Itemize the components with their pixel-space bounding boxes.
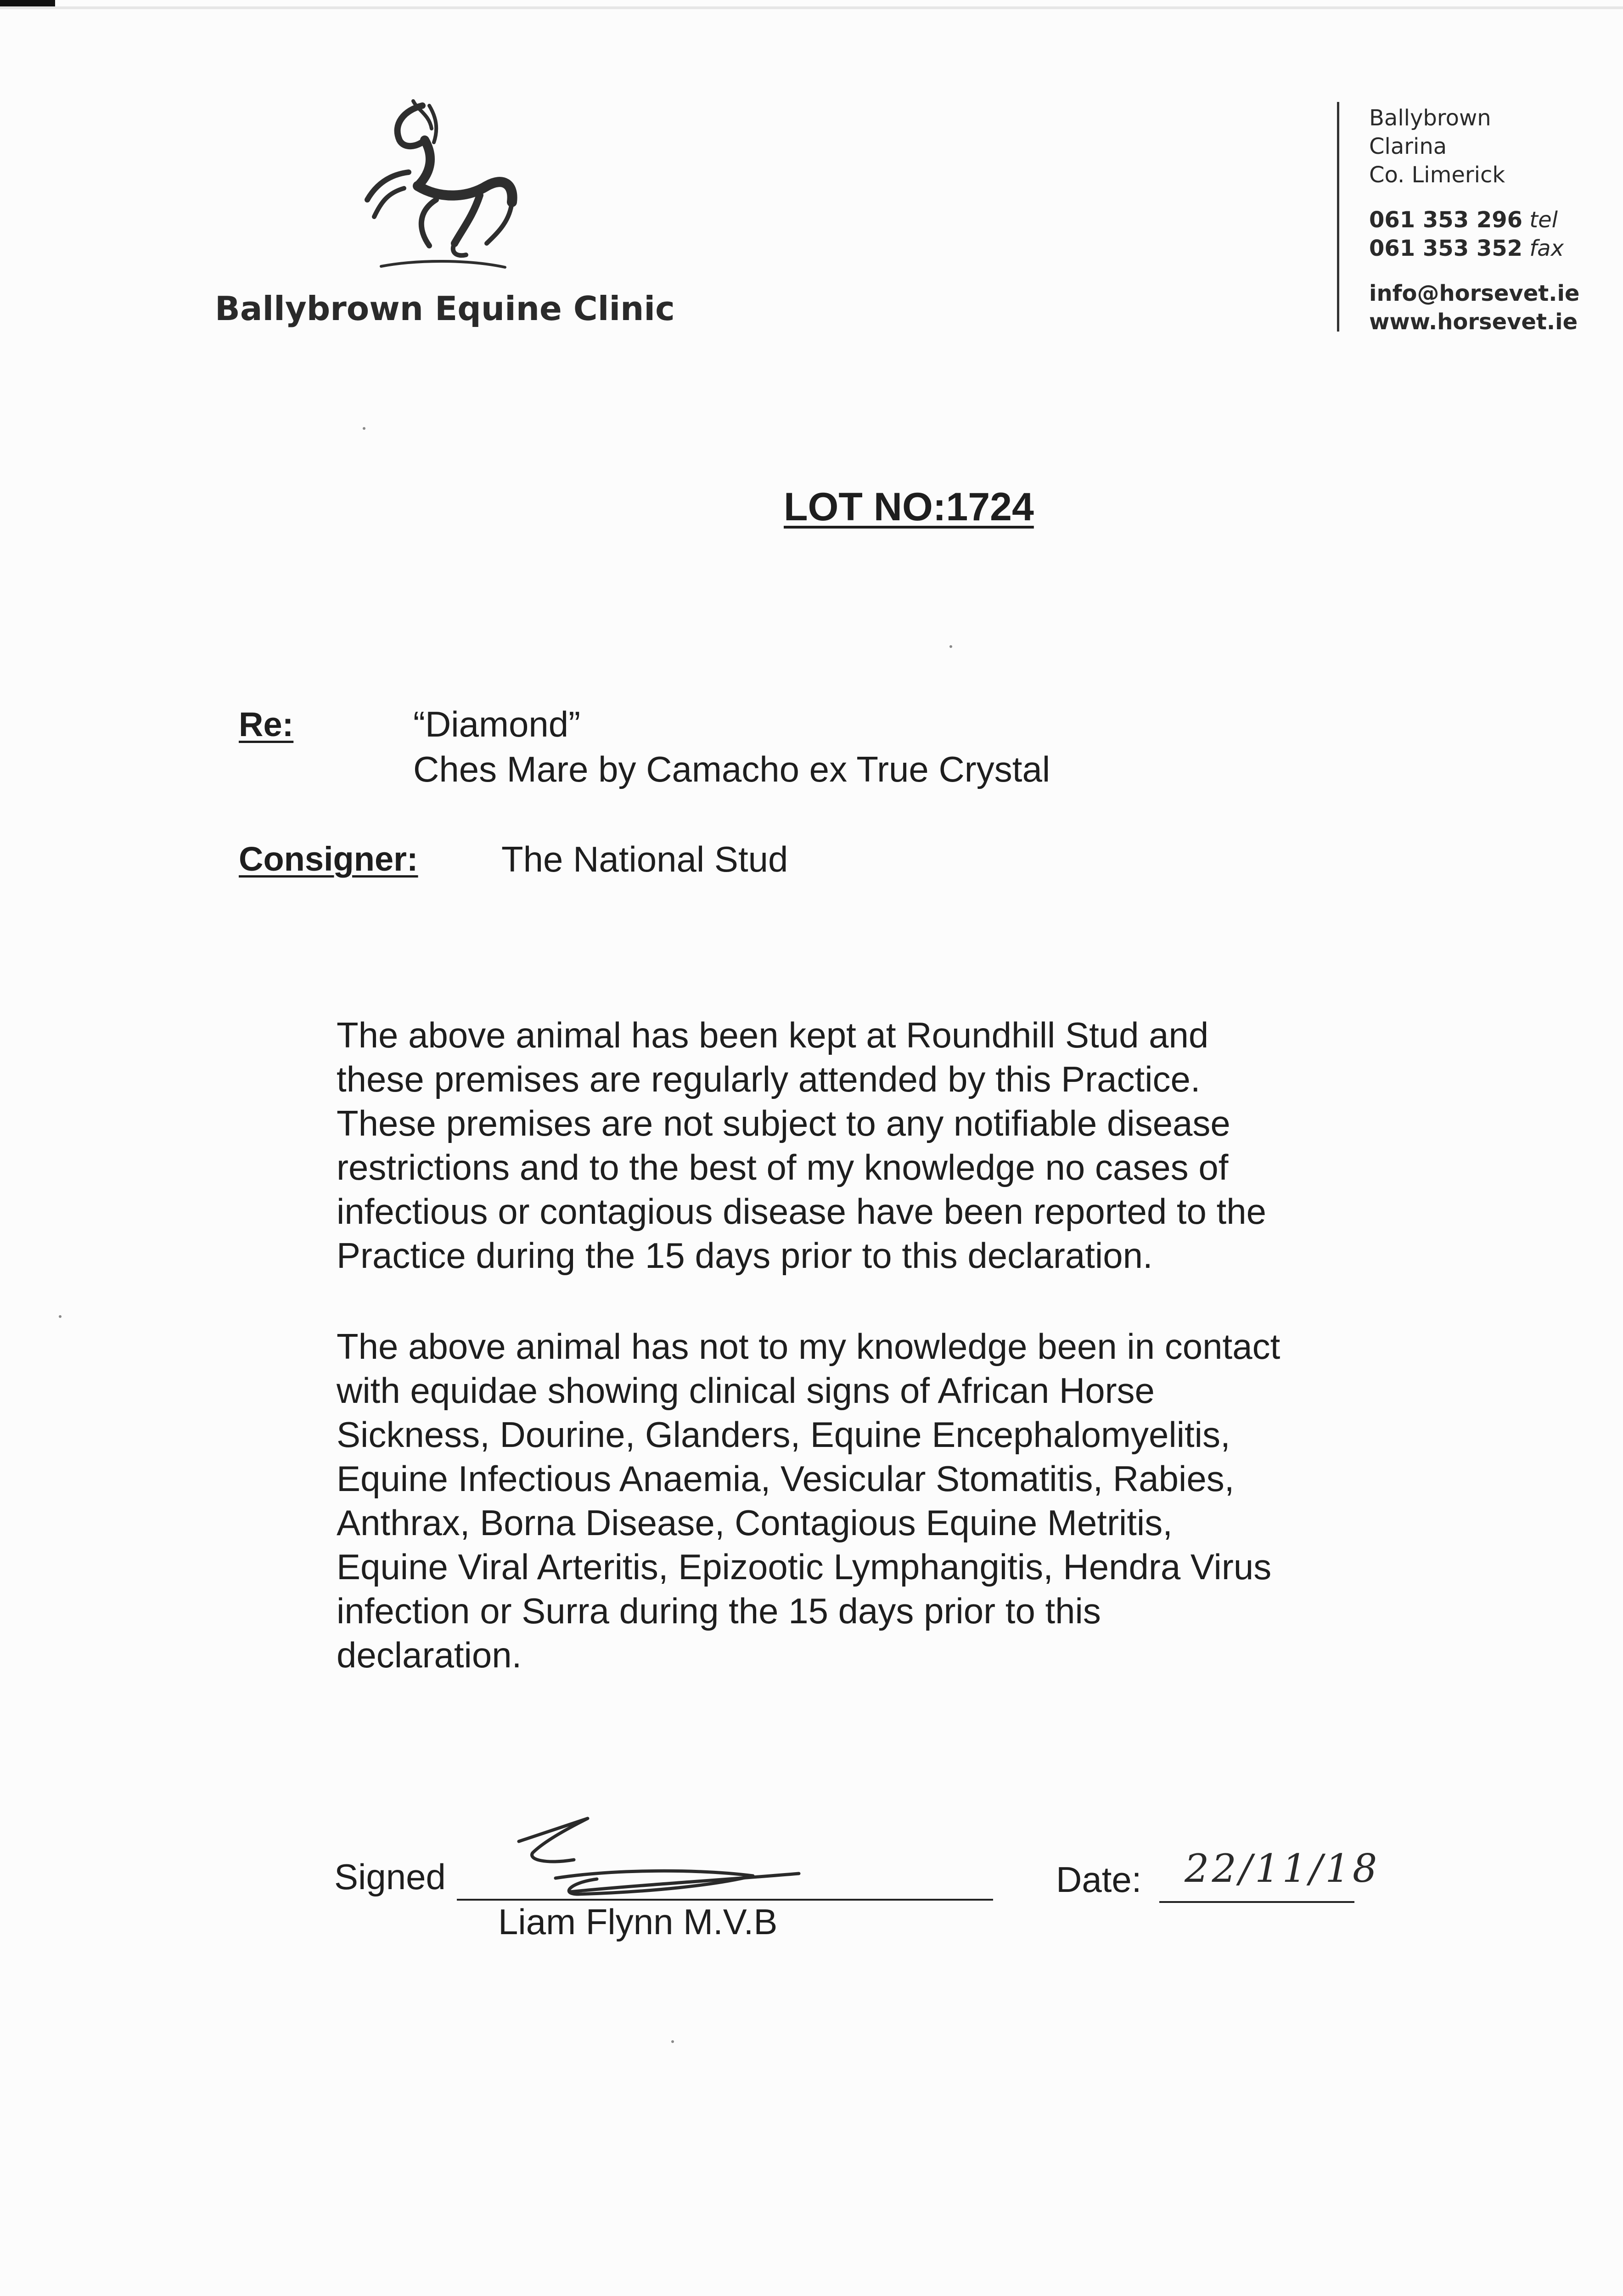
scan-speck bbox=[363, 427, 365, 430]
address-line: Co. Limerick bbox=[1369, 162, 1505, 188]
tel-tag: tel bbox=[1529, 207, 1558, 233]
paragraph-line: These premises are not subject to any notifiable disease bbox=[337, 1103, 1230, 1143]
date-label: Date: bbox=[1056, 1859, 1142, 1900]
paragraph-line: Practice during the 15 days prior to this declaration. bbox=[337, 1235, 1153, 1276]
paragraph-line: infection or Surra during the 15 days prior to this bbox=[337, 1591, 1101, 1631]
scan-speck bbox=[671, 2040, 674, 2043]
scan-edge bbox=[0, 6, 1623, 9]
fax-line bbox=[1369, 234, 1579, 263]
tel-number: 061 353 296 bbox=[1369, 207, 1523, 233]
paragraph-line: with equidae showing clinical signs of African Horse bbox=[337, 1370, 1155, 1411]
consigner-label: Consigner: bbox=[239, 840, 418, 878]
date-line bbox=[1159, 1901, 1354, 1903]
declaration-paragraph-1 bbox=[337, 1013, 1406, 1277]
address-line: Ballybrown bbox=[1369, 105, 1491, 131]
tel-line bbox=[1369, 206, 1579, 234]
website-link[interactable]: www.horsevet.ie bbox=[1369, 309, 1578, 335]
scan-mark bbox=[0, 0, 55, 6]
horse-logo-icon bbox=[349, 96, 533, 280]
fax-number: 061 353 352 bbox=[1369, 236, 1523, 261]
paragraph-line: Sickness, Dourine, Glanders, Equine Encephalomyelitis, bbox=[337, 1414, 1230, 1455]
horse-description: Ches Mare by Camacho ex True Crystal bbox=[413, 749, 1050, 789]
signed-label: Signed bbox=[334, 1857, 446, 1897]
scan-speck bbox=[949, 645, 952, 648]
address-block bbox=[1369, 104, 1579, 336]
fax-tag: fax bbox=[1529, 236, 1564, 261]
paragraph-line: Equine Viral Arteritis, Epizootic Lymphangitis, Hendra Virus bbox=[337, 1547, 1272, 1587]
clinic-name: Ballybrown Equine Clinic bbox=[215, 289, 675, 328]
paragraph-line: The above animal has been kept at Roundhill Stud and bbox=[337, 1015, 1209, 1055]
paragraph-line: Equine Infectious Anaemia, Vesicular Stomatitis, Rabies, bbox=[337, 1458, 1235, 1499]
paragraph-line: Anthrax, Borna Disease, Contagious Equine Metritis, bbox=[337, 1503, 1173, 1543]
date-value: 22/11/18 bbox=[1185, 1846, 1380, 1891]
paragraph-line: infectious or contagious disease have been reported to the bbox=[337, 1191, 1267, 1232]
paragraph-line: declaration. bbox=[337, 1635, 522, 1675]
signer-name: Liam Flynn M.V.B bbox=[498, 1902, 778, 1942]
paragraph-line: The above animal has not to my knowledge been in contact bbox=[337, 1326, 1280, 1367]
email-link[interactable]: info@horsevet.ie bbox=[1369, 281, 1580, 306]
paragraph-line: restrictions and to the best of my knowledge no cases of bbox=[337, 1147, 1229, 1187]
declaration-paragraph-2 bbox=[337, 1324, 1406, 1677]
lot-number: LOT NO:1724 bbox=[784, 485, 1034, 529]
address-line: Clarina bbox=[1369, 134, 1447, 159]
horse-name: “Diamond” bbox=[413, 704, 581, 744]
scan-speck bbox=[59, 1315, 62, 1318]
re-label: Re: bbox=[239, 705, 294, 743]
consigner-value: The National Stud bbox=[501, 839, 788, 879]
address-divider bbox=[1337, 102, 1339, 332]
paragraph-line: these premises are regularly attended by this Practice. bbox=[337, 1059, 1201, 1099]
